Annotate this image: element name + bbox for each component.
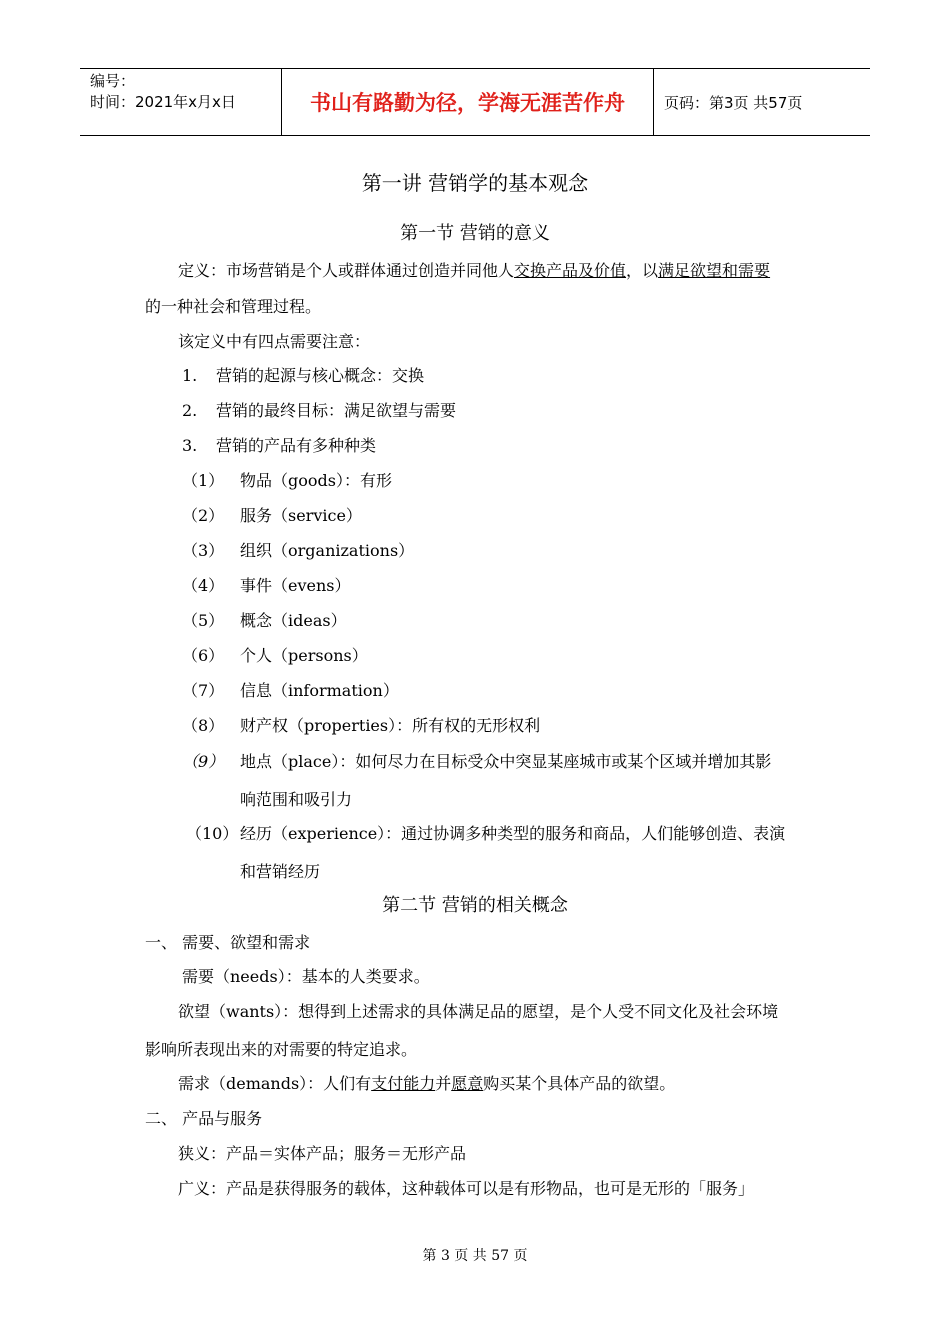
definition-line-1: 定义：市场营销是个人或群体通过创造并同他人交换产品及价值，以满足欲望和需要 (178, 261, 771, 280)
section-1-title: 第一节 营销的意义 (400, 223, 550, 244)
item-10-continuation: 和营销经历 (240, 862, 321, 881)
item-9-number: （9） (182, 752, 225, 771)
item-3-text: 组织（organizations） (240, 541, 415, 560)
item-2-number: （2） (182, 506, 225, 525)
item-5-number: （5） (182, 611, 225, 630)
item-7-text: 信息（information） (240, 681, 399, 700)
item-10-number: （10） (186, 824, 239, 843)
item-6-number: （6） (182, 646, 225, 665)
item-5-text: 概念（ideas） (240, 611, 347, 630)
point-1-text: 营销的起源与核心概念：交换 (216, 366, 425, 385)
lecture-title: 第一讲 营销学的基本观念 (361, 171, 589, 195)
wants-definition-line-1: 欲望（wants）：想得到上述需求的具体满足品的愿望，是个人受不同文化及社会环境 (178, 1002, 779, 1021)
point-2-number: 2. (182, 401, 198, 420)
heading-needs-wants-demands: 一、 需要、欲望和需求 (145, 933, 311, 952)
point-1-number: 1. (182, 366, 198, 385)
point-3-text: 营销的产品有多种种类 (216, 436, 377, 455)
item-6-text: 个人（persons） (240, 646, 368, 665)
needs-definition: 需要（needs）：基本的人类要求。 (182, 967, 430, 986)
definition-note: 该定义中有四点需要注意： (178, 332, 371, 351)
document-time: 时间：2021年x月x日 (90, 93, 236, 111)
item-10-text: 经历（experience）：通过协调多种类型的服务和商品，人们能够创造、表演 (240, 824, 786, 843)
heading-products-services: 二、 产品与服务 (145, 1109, 263, 1128)
header-meta (80, 69, 282, 135)
narrow-definition: 狭义：产品＝实体产品；服务＝无形产品 (178, 1144, 467, 1163)
underlined-exchange: 交换产品及价值 (514, 261, 627, 280)
item-3-number: （3） (182, 541, 225, 560)
header-motto: 书山有路勤为径，学海无涯苦作舟 (282, 69, 654, 135)
section-2-title: 第二节 营销的相关概念 (382, 895, 568, 916)
underlined-needs: 满足欲望和需要 (658, 261, 771, 280)
demands-definition: 需求（demands）：人们有支付能力并愿意购买某个具体产品的欲望。 (178, 1074, 676, 1093)
item-1-text: 物品（goods）：有形 (240, 471, 392, 490)
item-8-text: 财产权（properties）：所有权的无形权利 (240, 716, 541, 735)
page-header (80, 68, 870, 136)
underlined-ability-to-pay: 支付能力 (371, 1074, 436, 1093)
point-3-number: 3. (182, 436, 198, 455)
item-9-continuation: 响范围和吸引力 (240, 790, 353, 809)
definition-line-2: 的一种社会和管理过程。 (145, 297, 322, 316)
item-1-number: （1） (182, 471, 225, 490)
point-2-text: 营销的最终目标：满足欲望与需要 (216, 401, 457, 420)
item-2-text: 服务（service） (240, 506, 362, 525)
page-footer: 第 3 页 共 57 页 (422, 1248, 528, 1264)
header-page-info: 页码：第3页 共57页 (664, 93, 803, 112)
wants-definition-line-2: 影响所表现出来的对需要的特定追求。 (145, 1040, 418, 1059)
item-4-number: （4） (182, 576, 225, 595)
document-number: 编号： (90, 72, 136, 90)
underlined-willing: 愿意 (451, 1074, 484, 1093)
broad-definition: 广义：产品是获得服务的载体，这种载体可以是有形物品，也可是无形的「服务」 (178, 1179, 755, 1198)
item-4-text: 事件（evens） (240, 576, 351, 595)
item-8-number: （8） (182, 716, 225, 735)
item-7-number: （7） (182, 681, 225, 700)
item-9-text: 地点（place）：如何尽力在目标受众中突显某座城市或某个区域并增加其影 (240, 752, 772, 771)
